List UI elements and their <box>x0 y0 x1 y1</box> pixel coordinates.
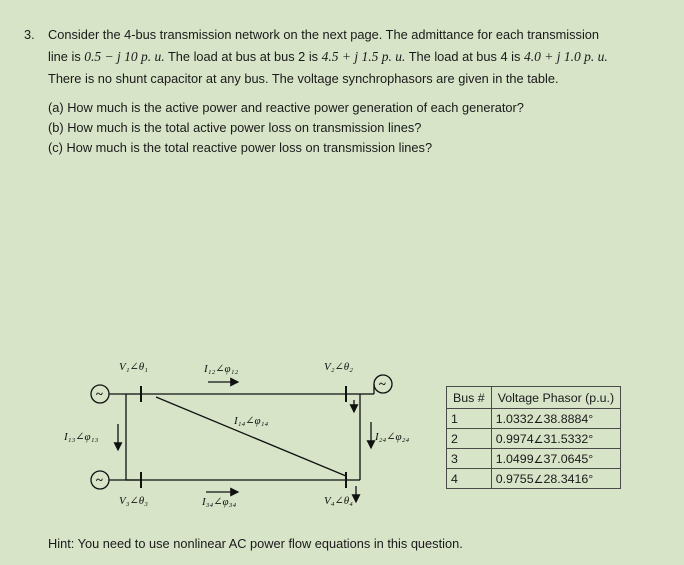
part-b: (b) How much is the total active power loss on transmission lines? <box>48 120 422 135</box>
bus-number: 1 <box>447 409 492 429</box>
voltage-phasor-table <box>446 386 621 489</box>
generator-1-symbol: ~ <box>96 386 103 401</box>
question-number: 3. <box>24 27 35 42</box>
voltage-phasor: 1.0499∠37.0645° <box>491 449 620 469</box>
i34-label: I₃₄∠φ₃₄ <box>202 496 237 508</box>
i12-label: I₁₂∠φ₁₂ <box>204 363 239 375</box>
line-1-4 <box>156 397 346 476</box>
question-line-2: line is 0.5 − j 10 p. u. The load at bus at bus 2 is 4.5 + j 1.5 p. u. The load at bus 4 is 4.0 + j 1.0 p. u. <box>48 49 608 64</box>
generator-3-symbol: ~ <box>96 472 103 487</box>
bus-number: 3 <box>447 449 492 469</box>
part-a: (a) How much is the active power and reactive power generation of each generator? <box>48 100 524 115</box>
table-row <box>447 469 621 489</box>
v3-label: V₃∠θ₃ <box>119 495 148 507</box>
voltage-phasor: 0.9974∠31.5332° <box>491 429 620 449</box>
hint-text: Hint: You need to use nonlinear AC power flow equations in this question. <box>48 536 463 551</box>
table-row <box>447 429 621 449</box>
v2-label: V₂∠θ₂ <box>324 361 353 373</box>
i14-label: I₁₄∠φ₁₄ <box>234 415 269 427</box>
question-line-1: Consider the 4-bus transmission network on the next page. The admittance for each transmission <box>48 27 600 42</box>
bus4-load: 4.0 + j 1.0 p. u. <box>523 49 608 64</box>
voltage-phasor: 0.9755∠28.3416° <box>491 469 620 489</box>
line-admittance: 0.5 − j 10 p. u. <box>84 49 165 64</box>
bus-number: 2 <box>447 429 492 449</box>
bus2-load: 4.5 + j 1.5 p. u. <box>321 49 406 64</box>
part-c: (c) How much is the total reactive power loss on transmission lines? <box>48 140 433 155</box>
question-3 <box>24 24 674 90</box>
v1-label: V₁∠θ₁ <box>119 361 148 373</box>
i13-label: I₁₃∠φ₁₃ <box>64 431 99 443</box>
question-text <box>48 24 674 90</box>
generator-2-symbol: ~ <box>379 376 386 391</box>
table-row <box>447 409 621 429</box>
table-header-row <box>447 387 621 409</box>
i24-label: I₂₄∠φ₂₄ <box>375 431 410 443</box>
table-row <box>447 449 621 469</box>
question-parts <box>48 98 524 158</box>
network-diagram <box>64 352 418 522</box>
voltage-phasor: 1.0332∠38.8884° <box>491 409 620 429</box>
bus-number: 4 <box>447 469 492 489</box>
question-line-3: There is no shunt capacitor at any bus. The voltage synchrophasors are given in the table. <box>48 71 559 86</box>
table-header-voltage: Voltage Phasor (p.u.) <box>491 387 620 409</box>
v4-label: V₄∠θ₄ <box>324 495 353 507</box>
table-header-bus: Bus # <box>447 387 492 409</box>
